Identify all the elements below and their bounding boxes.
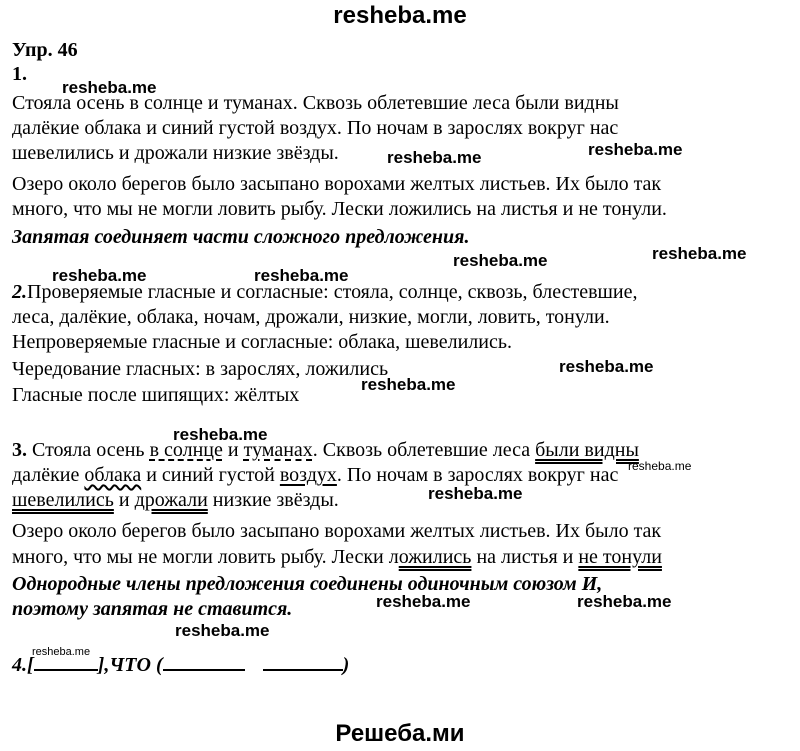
checked-label: Проверяемые гласные и согласные: стояла, солнце, сквозь, блестевшие, [27, 281, 638, 303]
watermark: resheba.me [52, 266, 147, 285]
watermark: resheba.me [376, 592, 471, 611]
section-3-line-1 [12, 438, 639, 462]
paren: ) [342, 654, 350, 676]
text-line: шевелились и дрожали низкие звёзды. [12, 142, 339, 164]
text-line: Стояла осень в солнце и туманах. Сквозь облетевшие леса были видны [12, 92, 619, 114]
conjunction-word: ЧТО ( [109, 654, 163, 676]
text-line: Озеро около берегов было засыпано ворохами желтых листьев. Их было так [12, 520, 662, 542]
watermark: resheba.me [428, 484, 523, 503]
watermark: resheba.me [559, 357, 654, 376]
text-line: много, что мы не могли ловить рыбу. Лески ложились на листья и не тонули. [12, 198, 667, 220]
section-3-number: 3. [12, 439, 27, 461]
text-line: леса, далёкие, облака, ночам, дрожали, низкие, могли, ловить, тонули. [12, 306, 610, 328]
bracket: [ [27, 654, 34, 676]
watermark: resheba.me [173, 425, 268, 444]
section-3-conclusion-1: Однородные члены предложения соединены одиночным союзом И, [12, 573, 603, 595]
underlined-text: дрожали [134, 489, 208, 511]
text-line: Непроверяемые гласные и согласные: облака, шевелились. [12, 331, 512, 353]
underlined-text: в солнце [149, 439, 223, 461]
text: и [222, 439, 244, 461]
watermark: resheba.me [32, 646, 91, 658]
underlined-text: облака [84, 464, 142, 486]
blank-line [34, 653, 98, 671]
watermark: resheba.me [361, 375, 456, 394]
watermark: resheba.me [254, 266, 349, 285]
blank-line [263, 653, 343, 671]
text: и синий густой [141, 464, 280, 486]
watermark: resheba.me [453, 251, 548, 270]
underlined-text: шевелились [12, 489, 114, 511]
text-line: далёкие облака и синий густой воздух. По ночам в зарослях вокруг нас [12, 117, 619, 139]
section-4-number: 4. [12, 654, 27, 676]
section-2-number: 2. [12, 281, 27, 303]
watermark-top: resheba.me [333, 2, 467, 29]
text: . Сквозь облетевшие леса [312, 439, 536, 461]
text: много, что мы не могли ловить рыбу. Лески л [12, 546, 399, 568]
underlined-text: были видны [535, 439, 639, 461]
underlined-text: не тонули [578, 546, 662, 568]
watermark: resheba.me [175, 621, 270, 640]
watermark: resheba.me [588, 140, 683, 159]
underlined-text: воздух [279, 464, 337, 486]
text-line: Гласные после шипящих: жёлтых [12, 384, 300, 406]
text: . По ночам в зарослях вокруг нас [336, 464, 619, 486]
section-2-checked [12, 280, 638, 304]
underlined-text: ожились [398, 546, 472, 568]
section-3-conclusion-2: поэтому запятая не ставится. [12, 598, 293, 620]
section-3-line-3 [12, 488, 339, 512]
text: на листья и [471, 546, 579, 568]
watermark: resheba.me [628, 459, 692, 473]
watermark: resheba.me [62, 78, 157, 97]
text: и [113, 489, 135, 511]
page-title: Упр. 46 [12, 39, 78, 61]
text: Стояла осень [27, 439, 150, 461]
text: низкие звёзды. [207, 489, 339, 511]
watermark: resheba.me [652, 244, 747, 263]
section-4-scheme [12, 653, 349, 677]
watermark: resheba.me [387, 148, 482, 167]
text-line: Чередование гласных: в зарослях, ложились [12, 358, 389, 380]
watermark: resheba.me [577, 592, 672, 611]
section-3-line-2 [12, 463, 618, 487]
text-line: Озеро около берегов было засыпано ворохами желтых листьев. Их было так [12, 173, 662, 195]
watermark-bottom: Решеба.ми [335, 720, 465, 747]
section-1-number: 1. [12, 63, 27, 85]
bracket: ], [97, 654, 110, 676]
underlined-text: туманах [243, 439, 313, 461]
section-1-conclusion: Запятая соединяет части сложного предложения. [12, 226, 470, 248]
blank-line [163, 653, 245, 671]
text: далёкие [12, 464, 85, 486]
section-3-line-5 [12, 545, 662, 569]
